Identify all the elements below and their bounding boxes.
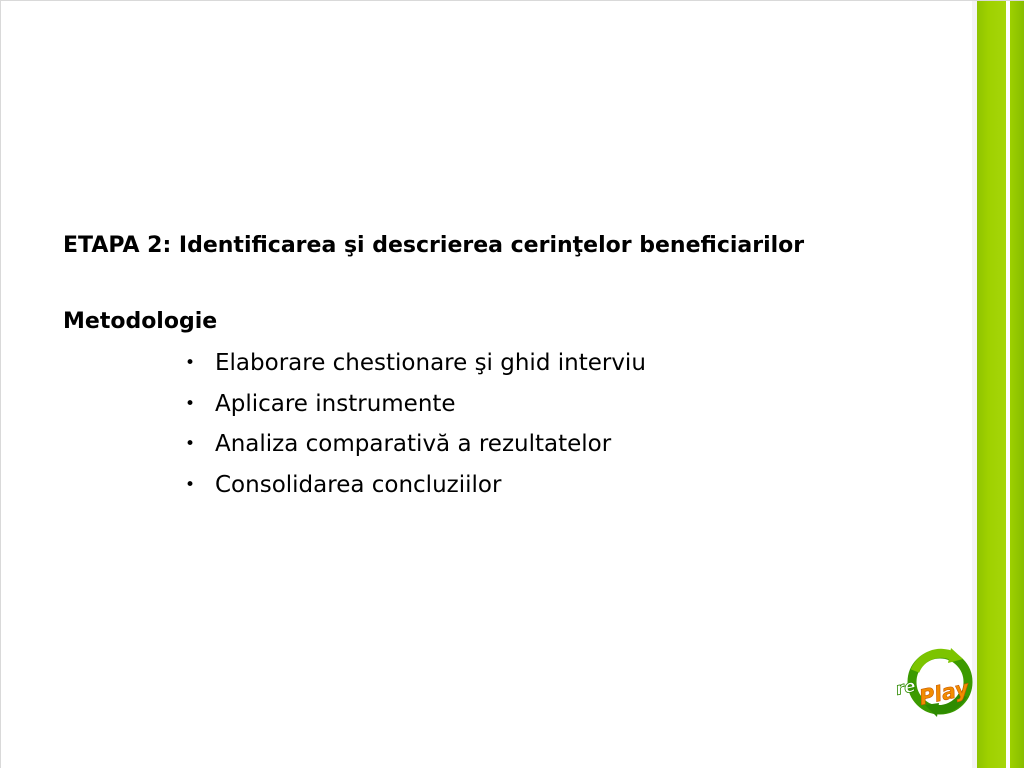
bullet-text: Aplicare instrumente	[215, 390, 456, 417]
bullet-item	[183, 424, 943, 465]
bullet-item	[183, 465, 943, 506]
section-heading: Metodologie	[63, 309, 218, 334]
slide-content	[63, 229, 943, 505]
bullet-item	[183, 343, 943, 384]
bullet-icon: •	[184, 434, 196, 454]
svg-text:Play: Play	[917, 676, 971, 710]
slide-title: ETAPA 2: Identificarea şi descrierea cerinţelor beneficiarilor	[63, 233, 805, 258]
decorative-green-stripe-thin	[1010, 1, 1024, 768]
bullet-text: Consolidarea concluziilor	[215, 471, 502, 498]
bullet-text: Analiza comparativă a rezultatelor	[215, 431, 612, 457]
bullet-list	[63, 343, 943, 505]
bullet-text: Elaborare chestionare şi ghid interviu	[215, 350, 646, 376]
recycle-arrow-logo-icon	[893, 647, 983, 717]
bullet-icon: •	[184, 474, 196, 495]
replay-logo	[893, 647, 983, 717]
svg-text:re: re	[893, 676, 918, 700]
bullet-icon: •	[184, 353, 196, 373]
bullet-icon: •	[184, 393, 196, 414]
bullet-item	[183, 384, 943, 425]
